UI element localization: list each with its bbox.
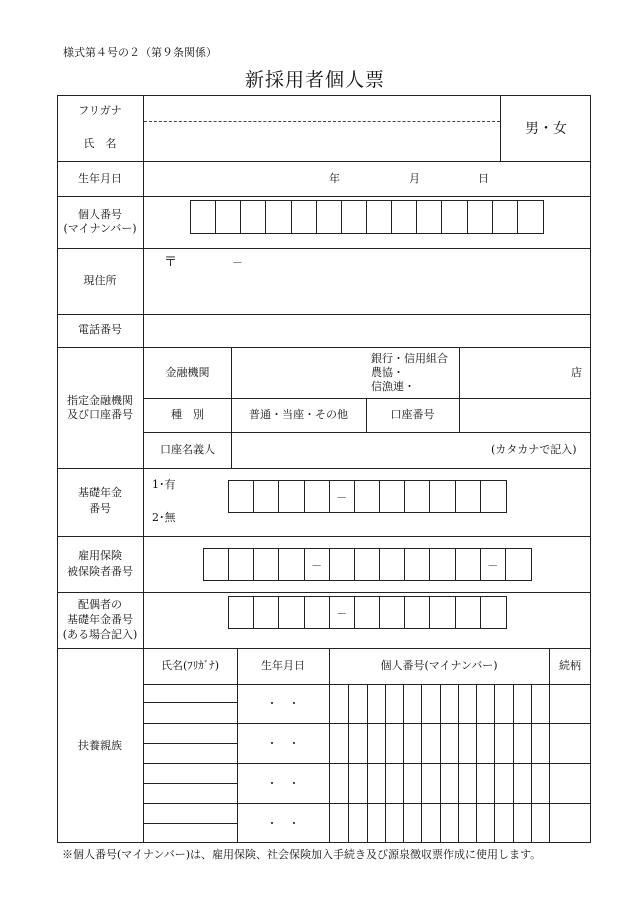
dependents-col-name: 氏名(ﾌﾘｶﾞﾅ): [160, 659, 220, 672]
dependents-col-relation: 続柄: [559, 659, 581, 672]
dependents-col-birth: 生年月日: [261, 659, 305, 672]
account-number-label: 口座番号: [390, 408, 435, 421]
digit-cell[interactable]: [481, 549, 506, 580]
digit-cell[interactable]: [405, 597, 430, 628]
digit-column-line: [348, 685, 349, 843]
branch-name-field[interactable]: [460, 348, 568, 398]
account-holder-label: 口座名義人: [160, 443, 215, 456]
digit-cell[interactable]: [254, 549, 279, 580]
birth-date-field[interactable]: [144, 162, 591, 196]
digit-column-line: [513, 685, 514, 843]
digit-column-line: [421, 685, 422, 843]
employment-insurance-label: 雇用保険: [78, 549, 122, 562]
digit-cell[interactable]: [191, 201, 216, 233]
form-number: 様式第４号の２（第９条関係）: [63, 46, 217, 59]
name-label: 氏 名: [83, 137, 117, 150]
digit-cell[interactable]: [305, 481, 330, 512]
institution-type-3: 信漁連・: [371, 380, 415, 393]
separator-dash: －: [487, 558, 499, 572]
digit-cell[interactable]: [330, 481, 355, 512]
postal-mark: 〒: [164, 255, 178, 270]
bank-sublabel: 及び口座番号: [67, 408, 133, 421]
birth-month-unit: 月: [409, 172, 420, 185]
institution-label: 金融機関: [165, 366, 210, 379]
digit-cell[interactable]: [204, 549, 229, 580]
digit-cell[interactable]: [405, 549, 430, 580]
address-label: 現住所: [83, 274, 117, 287]
furigana-field[interactable]: [144, 96, 500, 121]
digit-cell[interactable]: [254, 481, 279, 512]
phone-label: 電話番号: [78, 323, 122, 336]
digit-column-line: [385, 685, 386, 843]
digit-column-line: [440, 685, 441, 843]
digit-cell[interactable]: [456, 597, 481, 628]
spouse-pension-boxes[interactable]: [228, 596, 507, 629]
pension-sublabel: 番号: [89, 502, 111, 515]
digit-cell[interactable]: [229, 549, 254, 580]
digit-cell[interactable]: [241, 201, 266, 233]
digit-cell[interactable]: [292, 201, 317, 233]
pension-option-no[interactable]: 2･無: [152, 511, 176, 524]
digit-cell[interactable]: [442, 201, 467, 233]
mynumber-sublabel: (マイナンバー): [63, 222, 137, 235]
digit-cell[interactable]: [355, 549, 380, 580]
dependent-birth-1[interactable]: ・ ・: [266, 697, 300, 710]
mynumber-label: 個人番号: [78, 208, 122, 221]
label-divider: [143, 95, 144, 843]
digit-cell[interactable]: [254, 597, 279, 628]
digit-cell[interactable]: [430, 597, 455, 628]
spouse-pension-sublabel: 基礎年金番号: [67, 613, 133, 626]
birth-day-unit: 日: [478, 172, 489, 185]
separator-dash: －: [336, 606, 348, 620]
account-number-field[interactable]: [460, 399, 591, 432]
digit-cell[interactable]: [367, 201, 392, 233]
postal-dash: －: [232, 256, 243, 269]
employment-insurance-boxes[interactable]: [203, 548, 532, 581]
pension-label: 基礎年金: [78, 486, 122, 499]
pension-option-yes[interactable]: 1･有: [152, 478, 176, 491]
digit-cell[interactable]: [380, 549, 405, 580]
digit-cell[interactable]: [430, 549, 455, 580]
digit-cell[interactable]: [380, 481, 405, 512]
digit-cell[interactable]: [355, 481, 380, 512]
digit-cell[interactable]: [380, 597, 405, 628]
dependents-label: 扶養親族: [78, 739, 122, 752]
mynumber-boxes[interactable]: [190, 200, 544, 234]
digit-cell[interactable]: [518, 201, 543, 233]
digit-cell[interactable]: [392, 201, 417, 233]
digit-cell[interactable]: [342, 201, 367, 233]
digit-cell[interactable]: [330, 597, 355, 628]
digit-column-line: [494, 685, 495, 843]
digit-cell[interactable]: [317, 201, 342, 233]
separator-dash: －: [311, 558, 323, 572]
form-title: 新採用者個人票: [244, 69, 385, 91]
account-holder-note: (カタカナで記入): [491, 443, 577, 456]
branch-label: 店: [571, 366, 582, 379]
digit-column-line: [476, 685, 477, 843]
digit-column-line: [458, 685, 459, 843]
digit-cell[interactable]: [279, 597, 304, 628]
separator-dash: －: [336, 490, 348, 504]
institution-name-field[interactable]: [232, 348, 366, 398]
digit-cell[interactable]: [493, 201, 518, 233]
digit-cell[interactable]: [216, 201, 241, 233]
institution-type-2: 農協・: [371, 366, 404, 379]
digit-cell[interactable]: [330, 549, 355, 580]
digit-cell[interactable]: [405, 481, 430, 512]
employment-insurance-sublabel: 被保険者番号: [67, 565, 133, 578]
birth-year-unit: 年: [329, 172, 340, 185]
spouse-pension-note: (ある場合記入): [62, 628, 138, 641]
digit-cell[interactable]: [279, 549, 304, 580]
footer-note: ※個人番号(マイナンバー)は、雇用保険、社会保険加入手続き及び源泉徴収票作成に使用します。: [62, 848, 542, 861]
digit-cell[interactable]: [279, 481, 304, 512]
bank-label: 指定金融機関: [67, 394, 133, 407]
dependent-birth-3[interactable]: ・ ・: [266, 777, 300, 790]
digit-column-line: [531, 685, 532, 843]
account-kind-label: 種 別: [171, 408, 204, 421]
institution-type-1: 銀行・信用組合: [371, 352, 448, 365]
digit-cell[interactable]: [417, 201, 442, 233]
digit-cell[interactable]: [456, 549, 481, 580]
address-field[interactable]: [144, 249, 591, 314]
digit-cell[interactable]: [468, 201, 493, 233]
digit-cell[interactable]: [229, 481, 254, 512]
digit-cell[interactable]: [430, 481, 455, 512]
digit-cell[interactable]: [481, 481, 506, 512]
gender-selector[interactable]: 男・女: [525, 121, 567, 137]
spouse-pension-label: 配偶者の: [78, 598, 122, 611]
digit-column-line: [367, 685, 368, 843]
digit-cell[interactable]: [506, 549, 531, 580]
dependent-birth-2[interactable]: ・ ・: [266, 737, 300, 750]
digit-cell[interactable]: [305, 597, 330, 628]
dependents-col-mynumber: 個人番号(マイナンバー): [380, 659, 498, 672]
birth-date-label: 生年月日: [78, 172, 122, 185]
pension-number-boxes[interactable]: [228, 480, 507, 513]
digit-cell[interactable]: [355, 597, 380, 628]
digit-cell[interactable]: [266, 201, 291, 233]
digit-cell[interactable]: [481, 597, 506, 628]
phone-field[interactable]: [144, 315, 591, 347]
digit-column-line: [403, 685, 404, 843]
furigana-label: フリガナ: [78, 104, 122, 117]
dependents-mynumber-grid[interactable]: [330, 685, 549, 843]
digit-cell[interactable]: [456, 481, 481, 512]
dependent-birth-4[interactable]: ・ ・: [266, 817, 300, 830]
digit-cell[interactable]: [229, 597, 254, 628]
name-field[interactable]: [144, 122, 500, 161]
digit-cell[interactable]: [305, 549, 330, 580]
account-kind-options[interactable]: 普通・当座・その他: [249, 408, 348, 421]
